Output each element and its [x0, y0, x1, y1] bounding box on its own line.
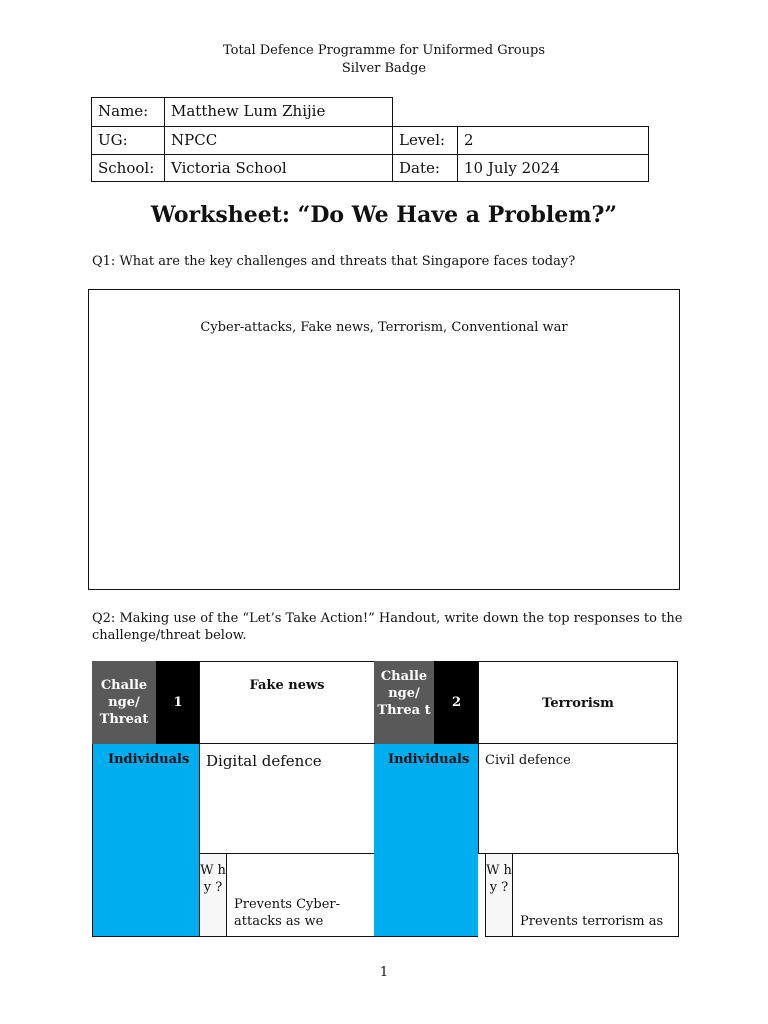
why-label-2: W h y ? [485, 853, 513, 937]
name-value: Matthew Lum Zhijie [164, 97, 393, 127]
individuals-cell-2 [374, 744, 478, 937]
why-label-1: W h y ? [199, 853, 227, 937]
why-text-2: Prevents terrorism as [512, 853, 679, 937]
level-label: Level: [392, 126, 458, 155]
name-label: Name: [91, 97, 165, 127]
individuals-label-2: Individuals [388, 752, 470, 767]
question-1: Q1: What are the key challenges and threats that Singapore faces today? [92, 254, 576, 269]
badge-title: Silver Badge [341, 61, 427, 76]
individuals-label-1: Individuals [108, 752, 190, 767]
threat-2: Terrorism [478, 661, 678, 744]
challenge-label-1: Challe nge/ Threat [92, 661, 156, 744]
programme-title: Total Defence Programme for Uniformed Groups [223, 43, 545, 58]
response-1: Digital defence [199, 743, 375, 854]
answer-text-q1: Cyber-attacks, Fake news, Terrorism, Conventional war [200, 320, 568, 335]
threat-1: Fake news [199, 661, 375, 744]
school-label: School: [91, 154, 165, 182]
why-text-1: Prevents Cyber- attacks as we [226, 853, 375, 937]
ug-label: UG: [91, 126, 165, 155]
challenge-number-1: 1 [156, 661, 200, 744]
challenge-label-2: Challe nge/ Threa t [374, 661, 434, 744]
challenge-number-2: 2 [434, 661, 479, 744]
question-2: Q2: Making use of the “Let’s Take Action!” Handout, write down the top responses to the challenge/threat below. [92, 611, 683, 643]
response-2: Civil defence [478, 743, 678, 854]
level-value: 2 [457, 126, 649, 155]
date-value: 10 July 2024 [457, 154, 649, 182]
page-number: 1 [379, 965, 389, 980]
date-label: Date: [392, 154, 458, 182]
worksheet-title: Worksheet: “Do We Have a Problem?” [150, 202, 618, 228]
school-value: Victoria School [164, 154, 393, 182]
ug-value: NPCC [164, 126, 393, 155]
individuals-cell-1 [92, 744, 199, 937]
